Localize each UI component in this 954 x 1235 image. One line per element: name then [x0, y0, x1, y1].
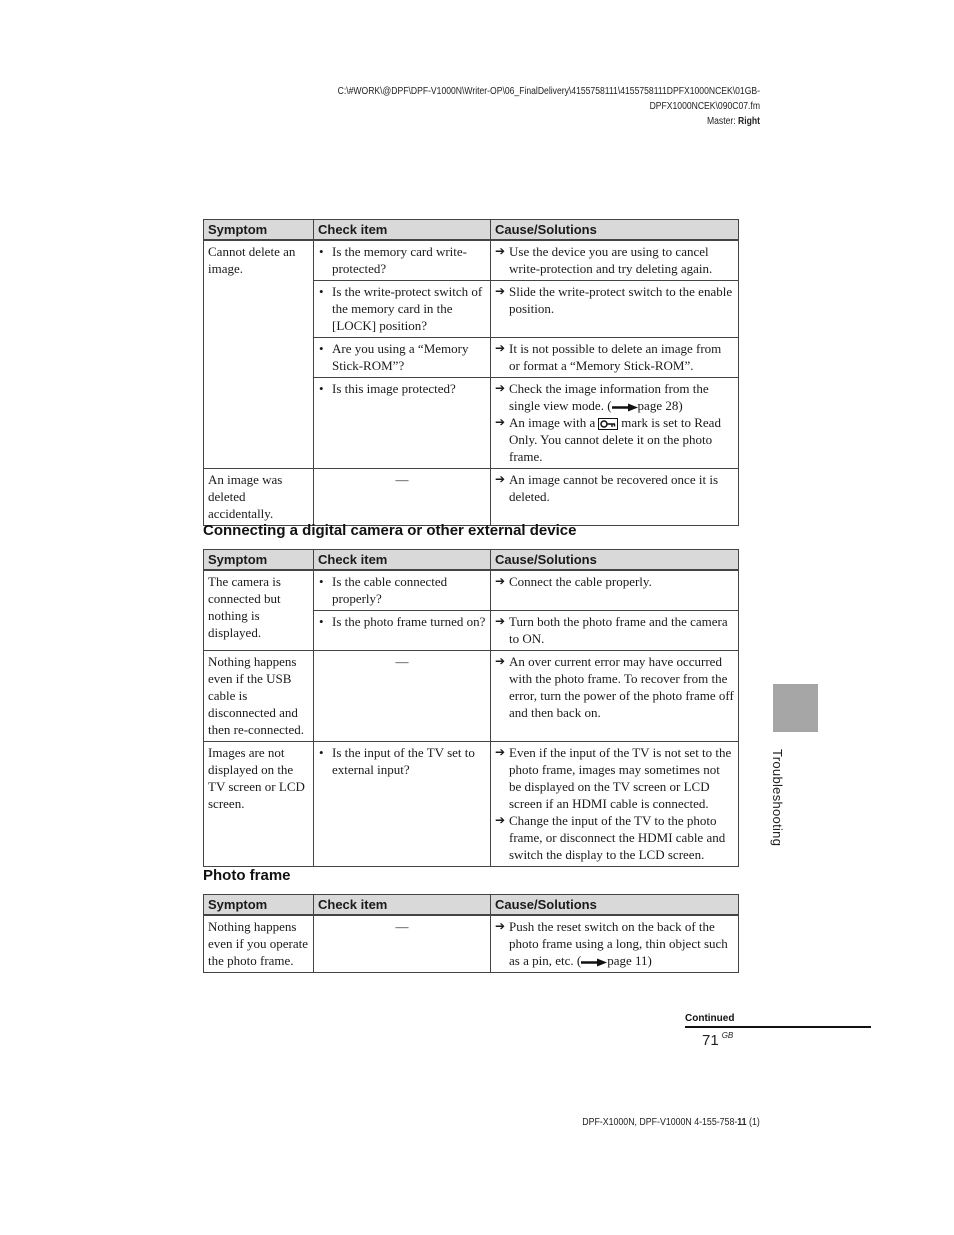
check-text: Is the write-protect switch of the memory card in the [LOCK] position?	[332, 284, 483, 333]
arrow-icon: ➔	[495, 614, 506, 628]
check-item-dash: —	[314, 915, 491, 973]
solution-text: An over current error may have occurred with the photo frame. To recover from the error, turn the power of the photo frame off and then back on.	[509, 654, 734, 720]
solution-cell	[491, 651, 739, 742]
bullet: •	[319, 574, 324, 589]
bullet: •	[319, 341, 324, 356]
external-device-table	[203, 549, 739, 867]
symptom-cell: Images are not displayed on the TV screen or LCD screen.	[204, 742, 314, 867]
symptom-cell: Nothing happens even if the USB cable is disconnected and then re-connected.	[204, 651, 314, 742]
table-row	[204, 240, 739, 281]
bullet: •	[319, 614, 324, 629]
arrow-icon: ➔	[495, 341, 506, 355]
arrow-icon: ➔	[495, 381, 506, 395]
bullet: •	[319, 381, 324, 396]
chapter-side-label: Troubleshooting	[770, 749, 785, 847]
photo-frame-table	[203, 894, 739, 973]
arrow-icon: ➔	[495, 415, 506, 429]
table-header-row	[204, 220, 739, 241]
continued-rule	[685, 1026, 871, 1028]
table-header-row	[204, 550, 739, 571]
solution-text: An image cannot be recovered once it is deleted.	[509, 472, 718, 504]
master-label: Master:	[706, 116, 736, 127]
solution-text: Use the device you are using to cancel write-protection and try deleting again.	[509, 244, 713, 276]
check-item-cell	[314, 611, 491, 651]
arrow-icon: ➔	[495, 244, 506, 258]
solution-cell	[491, 742, 739, 867]
master-value: Right	[738, 116, 760, 127]
solution-text: An image with a	[509, 415, 596, 430]
symptom-cell: Cannot delete an image.	[204, 240, 314, 469]
solution-cell	[491, 915, 739, 973]
check-text: Is the memory card write-protected?	[332, 244, 468, 276]
footer-tail: (1)	[746, 1117, 760, 1128]
section-title-photo-frame: Photo frame	[203, 867, 291, 884]
page-ref: page 28)	[637, 398, 683, 413]
check-item-dash: —	[314, 651, 491, 742]
section-title-external-device: Connecting a digital camera or other external device	[203, 522, 577, 539]
solution-text: Slide the write-protect switch to the enable position.	[509, 284, 733, 316]
check-item-cell	[314, 240, 491, 281]
arrow-icon: ➔	[495, 813, 506, 827]
check-item-cell	[314, 570, 491, 611]
file-path-header	[278, 84, 760, 129]
continued-label: Continued	[685, 1013, 735, 1024]
table-row	[204, 915, 739, 973]
check-text: Is the photo frame turned on?	[332, 614, 486, 629]
table-header-row	[204, 895, 739, 916]
check-item-cell	[314, 338, 491, 378]
col-cause-solutions: Cause/Solutions	[491, 895, 739, 916]
solution-text: Change the input of the TV to the photo frame, or disconnect the HDMI cable and switch the display to the LCD screen.	[509, 813, 726, 862]
check-text: Are you using a “Memory Stick-ROM”?	[332, 341, 469, 373]
solution-cell	[491, 240, 739, 281]
page-suffix: GB	[721, 1031, 734, 1040]
table-row	[204, 469, 739, 526]
col-symptom: Symptom	[204, 220, 314, 241]
table-row	[204, 742, 739, 867]
page-number-value: 71	[702, 1032, 719, 1049]
solution-text: Turn both the photo frame and the camera to ON.	[509, 614, 728, 646]
solution-cell	[491, 611, 739, 651]
page-number	[702, 1031, 733, 1049]
arrow-icon: ➔	[495, 472, 506, 486]
page-ref: page 11)	[607, 953, 652, 968]
arrow-icon: ➔	[495, 284, 506, 298]
check-item-cell	[314, 742, 491, 867]
solution-text: Connect the cable properly.	[509, 574, 652, 589]
table-row	[204, 651, 739, 742]
file-path-line2: DPFX1000NCEK\090C07.fm	[649, 101, 760, 112]
protect-key-icon	[598, 418, 618, 430]
symptom-cell: The camera is connected but nothing is displayed.	[204, 570, 314, 651]
check-item-cell	[314, 281, 491, 338]
check-item-cell	[314, 378, 491, 469]
page-reference-arrow-icon	[581, 958, 607, 967]
col-cause-solutions: Cause/Solutions	[491, 220, 739, 241]
bullet: •	[319, 284, 324, 299]
arrow-icon: ➔	[495, 574, 506, 588]
solution-cell	[491, 338, 739, 378]
table-row	[204, 570, 739, 611]
solution-cell	[491, 570, 739, 611]
check-text: Is this image protected?	[332, 381, 456, 396]
model-footer	[582, 1117, 760, 1128]
col-cause-solutions: Cause/Solutions	[491, 550, 739, 571]
page-reference-arrow-icon	[612, 403, 638, 412]
check-text: Is the cable connected properly?	[332, 574, 448, 606]
check-text: Is the input of the TV set to external input?	[332, 745, 475, 777]
footer-models: DPF-X1000N, DPF-V1000N 4-155-758-	[582, 1117, 738, 1128]
col-check-item: Check item	[314, 550, 491, 571]
master-line	[278, 114, 760, 129]
delete-image-table	[203, 219, 739, 526]
check-item-dash: —	[314, 469, 491, 526]
symptom-cell: An image was deleted accidentally.	[204, 469, 314, 526]
footer-rev: 11	[737, 1117, 747, 1128]
arrow-icon: ➔	[495, 919, 506, 933]
symptom-cell: Nothing happens even if you operate the photo frame.	[204, 915, 314, 973]
solution-text: It is not possible to delete an image from or format a “Memory Stick-ROM”.	[509, 341, 722, 373]
col-check-item: Check item	[314, 220, 491, 241]
chapter-tab-marker	[773, 684, 818, 732]
solution-text: Push the reset switch on the back of the photo frame using a long, thin object such as a pin, etc. (	[509, 919, 728, 968]
file-path-line1: C:\#WORK\@DPF\DPF-V1000N\Writer-OP\06_FinalDelivery\4155758111\4155758111DPFX1000NCEK\01GB-	[337, 86, 760, 97]
col-symptom: Symptom	[204, 550, 314, 571]
solution-cell	[491, 469, 739, 526]
solution-text: Even if the input of the TV is not set to the photo frame, images may sometimes not be displayed on the TV screen or LCD screen if an HDMI cable is connected.	[509, 745, 732, 811]
solution-text: mark is set to Read Only. You cannot delete it on the photo frame.	[509, 415, 721, 464]
solution-text: Check the image information from the single view mode. (	[509, 381, 709, 413]
bullet: •	[319, 244, 324, 259]
bullet: •	[319, 745, 324, 760]
arrow-icon: ➔	[495, 654, 506, 668]
arrow-icon: ➔	[495, 745, 506, 759]
solution-cell	[491, 281, 739, 338]
solution-cell	[491, 378, 739, 469]
col-check-item: Check item	[314, 895, 491, 916]
col-symptom: Symptom	[204, 895, 314, 916]
